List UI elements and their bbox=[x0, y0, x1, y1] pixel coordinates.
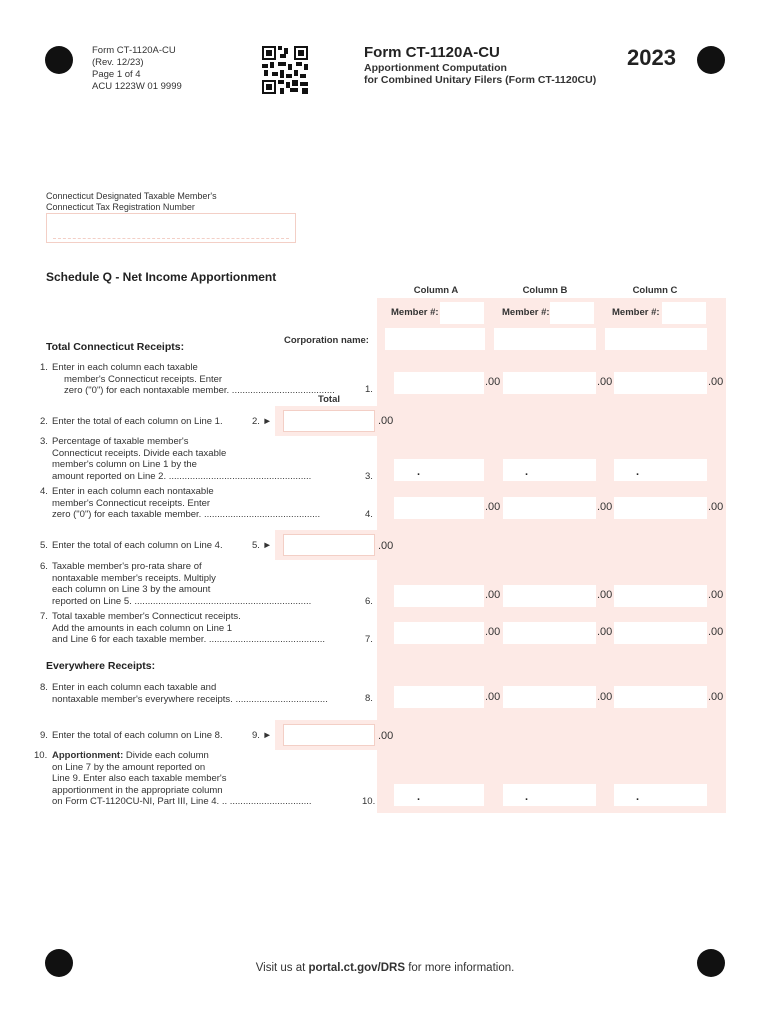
form-page: Page 1 of 4 bbox=[92, 69, 141, 80]
line-3-text-a: Percentage of taxable member's bbox=[52, 436, 189, 447]
line-7-input-b[interactable] bbox=[503, 622, 596, 644]
line-7-input-a[interactable] bbox=[394, 622, 484, 644]
line-8-num: 8. bbox=[40, 682, 48, 693]
line-2-total-input[interactable] bbox=[283, 410, 375, 432]
line-8-text-b: nontaxable member's everywhere receipts. ................................... bbox=[52, 693, 328, 705]
line-6-input-c[interactable] bbox=[614, 585, 707, 607]
line-4-cents-b: .00 bbox=[597, 501, 613, 513]
line-5-ref: 5. ► bbox=[252, 540, 272, 551]
member-label-c: Member #: bbox=[612, 307, 660, 318]
line-3-text-b: Connecticut receipts. Divide each taxable bbox=[52, 447, 227, 459]
line-3-text bbox=[40, 436, 357, 482]
line-5-label: Enter the total of each column on Line 4. bbox=[52, 540, 223, 551]
line-1-cents-a: .00 bbox=[485, 376, 501, 388]
line-6-cents-b: .00 bbox=[597, 589, 613, 601]
registration-label-line-1: Connecticut Designated Taxable Member's bbox=[46, 191, 217, 201]
line-1-text-c: zero ("0") for each nontaxable member. ....................................... bbox=[64, 385, 335, 396]
line-8-cents-c: .00 bbox=[708, 691, 724, 703]
line-10-decimal-c: . bbox=[636, 791, 640, 803]
line-3-ref: 3. bbox=[365, 471, 373, 482]
line-3-decimal-b: . bbox=[525, 466, 529, 478]
line-5-total-input[interactable] bbox=[283, 534, 375, 556]
line-3-input-a[interactable] bbox=[394, 459, 484, 481]
line-4-input-c[interactable] bbox=[614, 497, 707, 519]
line-5-num: 5. bbox=[40, 540, 48, 551]
line-7-text-a: Total taxable member's Connecticut receipts. bbox=[52, 611, 241, 622]
form-subtitle-1: Apportionment Computation bbox=[364, 62, 507, 74]
footer-post: for more information. bbox=[405, 962, 515, 974]
line-6-text-d: reported on Line 5. ................................................................... bbox=[52, 595, 312, 607]
form-acu: ACU 1223W 01 9999 bbox=[92, 81, 182, 92]
line-10-text-d: apportionment in the appropriate column bbox=[52, 784, 223, 796]
section-everywhere-receipts: Everywhere Receipts: bbox=[46, 660, 156, 672]
line-6-ref: 6. bbox=[365, 596, 373, 607]
line-8-cents-b: .00 bbox=[597, 691, 613, 703]
line-2-cents: .00 bbox=[378, 415, 394, 427]
line-1-cents-b: .00 bbox=[597, 376, 613, 388]
member-label-b: Member #: bbox=[502, 307, 550, 318]
line-10-decimal-a: . bbox=[417, 791, 421, 803]
line-10-input-b[interactable] bbox=[503, 784, 596, 806]
tax-year: 2023 bbox=[627, 45, 676, 70]
line-5-text bbox=[40, 540, 223, 552]
column-c-header: Column C bbox=[632, 285, 678, 296]
line-9-label: Enter the total of each column on Line 8. bbox=[52, 730, 223, 741]
line-10-ref: 10. bbox=[362, 796, 376, 807]
line-2-text bbox=[40, 416, 223, 428]
column-a-header: Column A bbox=[413, 285, 459, 296]
corporation-name-input-c[interactable] bbox=[605, 328, 707, 350]
line-6-cents-c: .00 bbox=[708, 589, 724, 601]
member-number-input-b[interactable] bbox=[550, 302, 594, 324]
footer-pre: Visit us at bbox=[255, 962, 309, 974]
registration-number-input[interactable] bbox=[46, 213, 296, 243]
line-4-cents-a: .00 bbox=[485, 501, 501, 513]
line-10-text-c: Line 9. Enter also each taxable member's bbox=[52, 773, 227, 784]
line-4-input-b[interactable] bbox=[503, 497, 596, 519]
line-4-text bbox=[40, 486, 357, 521]
line-1-input-a[interactable] bbox=[394, 372, 484, 394]
line-9-text bbox=[40, 730, 223, 742]
line-7-text-b: Add the amounts in each column on Line 1 bbox=[52, 622, 233, 634]
line-3-num: 3. bbox=[40, 436, 48, 447]
line-1-text-b: member's Connecticut receipts. Enter bbox=[64, 373, 223, 385]
line-7-text bbox=[40, 611, 357, 646]
line-7-ref: 7. bbox=[365, 634, 373, 645]
form-rev: (Rev. 12/23) bbox=[92, 57, 144, 68]
registration-label-line-2: Connecticut Tax Registration Number bbox=[46, 202, 195, 212]
registration-mark-top-left bbox=[45, 46, 73, 74]
line-1-ref: 1. bbox=[365, 384, 373, 395]
line-1-num: 1. bbox=[40, 362, 48, 373]
line-5-cents: .00 bbox=[378, 540, 394, 552]
line-2-label: Enter the total of each column on Line 1. bbox=[52, 416, 223, 427]
line-10-decimal-b: . bbox=[525, 791, 529, 803]
line-7-num: 7. bbox=[40, 611, 48, 622]
member-number-input-a[interactable] bbox=[440, 302, 484, 324]
line-9-num: 9. bbox=[40, 730, 48, 741]
line-6-cents-a: .00 bbox=[485, 589, 501, 601]
line-3-input-c[interactable] bbox=[614, 459, 707, 481]
line-8-input-a[interactable] bbox=[394, 686, 484, 708]
line-8-text-a: Enter in each column each taxable and bbox=[52, 682, 217, 693]
line-1-input-b[interactable] bbox=[503, 372, 596, 394]
line-3-decimal-a: . bbox=[417, 466, 421, 478]
line-8-ref: 8. bbox=[365, 693, 373, 704]
line-10-text-a: Divide each column bbox=[123, 750, 209, 761]
corporation-name-input-b[interactable] bbox=[494, 328, 596, 350]
line-9-ref: 9. ► bbox=[252, 730, 272, 741]
member-label-a: Member #: bbox=[391, 307, 439, 318]
line-3-input-b[interactable] bbox=[503, 459, 596, 481]
line-1-input-c[interactable] bbox=[614, 372, 707, 394]
line-8-input-c[interactable] bbox=[614, 686, 707, 708]
corporation-name-label: Corporation name: bbox=[284, 335, 369, 346]
form-title-block bbox=[364, 44, 596, 86]
line-4-text-c: zero ("0") for each taxable member. ............................................ bbox=[52, 509, 321, 520]
line-7-input-c[interactable] bbox=[614, 622, 707, 644]
line-7-cents-b: .00 bbox=[597, 626, 613, 638]
section-ct-receipts: Total Connecticut Receipts: bbox=[46, 341, 185, 353]
line-9-total-input[interactable] bbox=[283, 724, 375, 746]
line-7-cents-a: .00 bbox=[485, 626, 501, 638]
line-4-num: 4. bbox=[40, 486, 48, 497]
footer-text bbox=[0, 962, 770, 974]
line-4-input-a[interactable] bbox=[394, 497, 484, 519]
total-label: Total bbox=[318, 394, 340, 405]
form-title: Form CT-1120A-CU bbox=[364, 44, 500, 61]
line-2-num: 2. bbox=[40, 416, 48, 427]
registration-label bbox=[46, 191, 217, 213]
line-4-ref: 4. bbox=[365, 509, 373, 520]
line-8-text bbox=[40, 682, 357, 705]
schedule-title: Schedule Q - Net Income Apportionment bbox=[46, 270, 277, 284]
line-6-input-a[interactable] bbox=[394, 585, 484, 607]
line-2-ref: 2. ► bbox=[252, 416, 272, 427]
line-3-text-d: amount reported on Line 2. ...................................................... bbox=[52, 470, 312, 482]
line-6-text bbox=[40, 561, 357, 607]
form-code: Form CT-1120A-CU bbox=[92, 45, 176, 56]
line-9-cents: .00 bbox=[378, 730, 394, 742]
line-10-bold: Apportionment: bbox=[52, 750, 124, 761]
line-3-text-c: member's column on Line 1 by the bbox=[52, 459, 197, 470]
corporation-name-input-a[interactable] bbox=[385, 328, 485, 350]
form-subtitle-2: for Combined Unitary Filers (Form CT-1120CU) bbox=[364, 74, 597, 86]
line-10-input-a[interactable] bbox=[394, 784, 484, 806]
registration-mark-top-right bbox=[697, 46, 725, 74]
line-1-text-a: Enter in each column each taxable bbox=[52, 362, 198, 373]
line-8-input-b[interactable] bbox=[503, 686, 596, 708]
line-1-text bbox=[40, 362, 362, 397]
line-1-cents-c: .00 bbox=[708, 376, 724, 388]
member-number-input-c[interactable] bbox=[662, 302, 706, 324]
line-6-text-c: each column on Line 3 by the amount bbox=[52, 584, 211, 595]
line-10-text-e: on Form CT-1120CU-NI, Part III, Line 4. .. ............................... bbox=[52, 796, 312, 807]
line-6-text-a: Taxable member's pro-rata share of bbox=[52, 561, 202, 572]
line-8-cents-a: .00 bbox=[485, 691, 501, 703]
qr-code-icon bbox=[262, 46, 308, 94]
line-3-decimal-c: . bbox=[636, 466, 640, 478]
line-10-input-c[interactable] bbox=[614, 784, 707, 806]
line-10-text bbox=[34, 750, 352, 808]
line-4-text-b: member's Connecticut receipts. Enter bbox=[52, 497, 211, 509]
line-7-text-c: and Line 6 for each taxable member. ............................................ bbox=[52, 634, 325, 645]
line-6-num: 6. bbox=[40, 561, 48, 572]
column-b-header: Column B bbox=[522, 285, 568, 296]
line-10-num: 10. bbox=[34, 750, 48, 761]
line-6-text-b: nontaxable member's receipts. Multiply bbox=[52, 572, 216, 584]
line-6-input-b[interactable] bbox=[503, 585, 596, 607]
line-7-cents-c: .00 bbox=[708, 626, 724, 638]
line-4-cents-c: .00 bbox=[708, 501, 724, 513]
form-meta bbox=[92, 45, 182, 93]
line-10-text-b: on Line 7 by the amount reported on bbox=[52, 761, 206, 773]
line-4-text-a: Enter in each column each nontaxable bbox=[52, 486, 214, 497]
footer-link[interactable]: portal.ct.gov/DRS bbox=[308, 962, 406, 974]
